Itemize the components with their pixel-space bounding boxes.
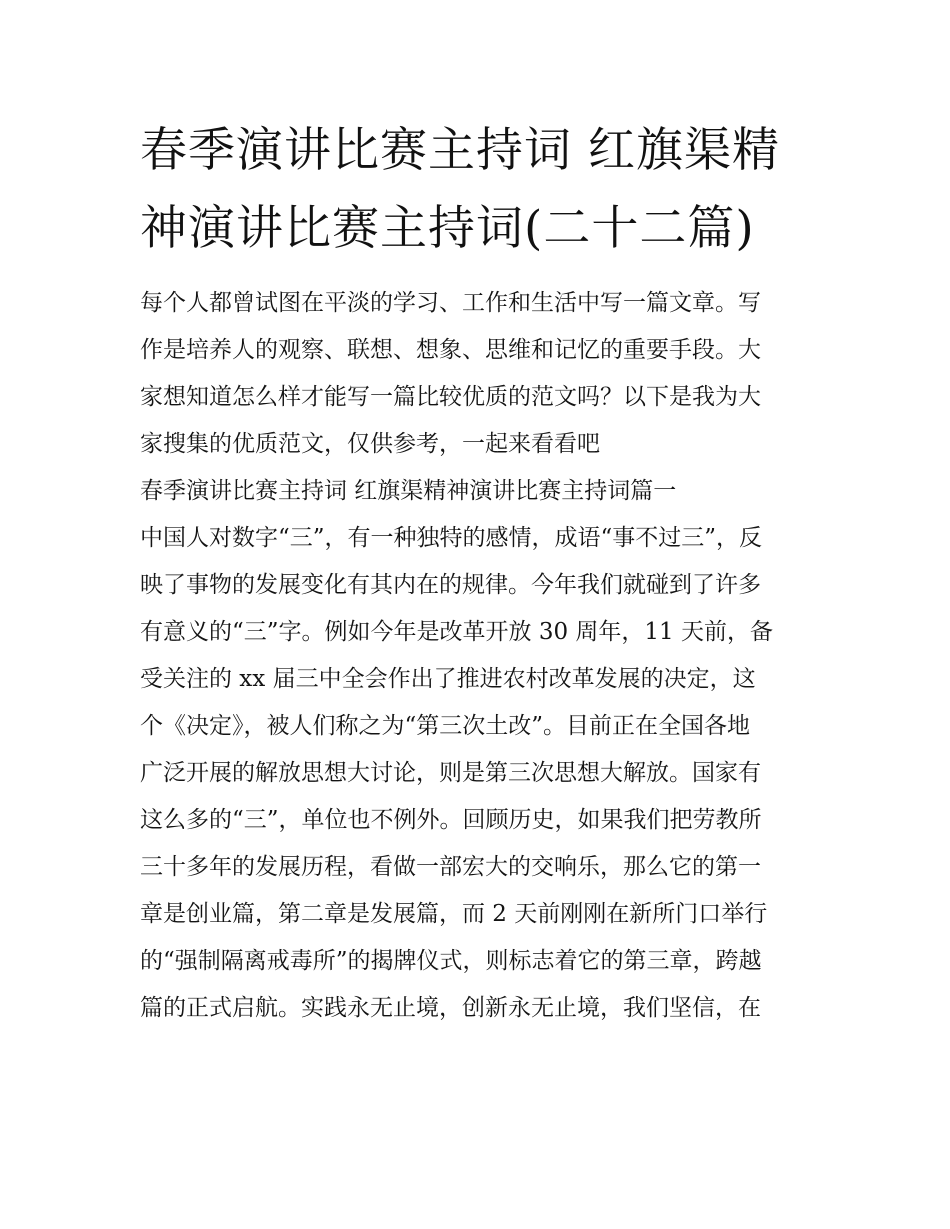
section-line: 章是创业篇，第二章是发展篇，而 2 天前刚刚在新所门口举行 [140,901,768,927]
section-line: 中国人对数字“三”，有一种独特的感情，成语“事不过三”，反 [140,525,763,551]
section-line: 这么多的“三”，单位也不例外。回顾历史，如果我们把劳教所 [140,807,762,833]
intro-line: 每个人都曾试图在平淡的学习、工作和生活中写一篇文章。写 [140,290,761,316]
section-line: 有意义的“三”字。例如今年是改革开放 30 周年，11 天前，备 [140,619,773,645]
document-body [140,280,830,1032]
section-line: 受关注的 xx 届三中全会作出了推进农村改革发展的决定，这 [140,666,756,692]
intro-line: 家想知道怎么样才能写一篇比较优质的范文吗？以下是我为大 [140,384,761,410]
intro-line: 作是培养人的观察、联想、想象、思维和记忆的重要手段。大 [140,337,761,363]
section-line: 篇的正式启航。实践永无止境，创新永无止境，我们坚信，在 [140,995,761,1021]
intro-line: 家搜集的优质范文，仅供参考，一起来看看吧 [140,431,600,457]
section-line: 映了事物的发展变化有其内在的规律。今年我们就碰到了许多 [140,572,761,598]
section-line: 广泛开展的解放思想大讨论，则是第三次思想大解放。国家有 [140,760,761,786]
section-line: 个《决定》，被人们称之为“第三次土改”。目前正在全国各地 [140,713,751,739]
section-line: 三十多年的发展历程，看做一部宏大的交响乐，那么它的第一 [140,854,761,880]
section-heading: 春季演讲比赛主持词 红旗渠精神演讲比赛主持词篇一 [140,478,677,504]
document-title [140,112,830,268]
title-line: 春季演讲比赛主持词 红旗渠精 [140,123,780,178]
section-paragraph [140,515,830,1032]
intro-paragraph [140,280,830,468]
section-line: 的“强制隔离戒毒所”的揭牌仪式，则标志着它的第三章，跨越 [140,948,762,974]
title-line: 神演讲比赛主持词(二十二篇) [140,201,755,256]
